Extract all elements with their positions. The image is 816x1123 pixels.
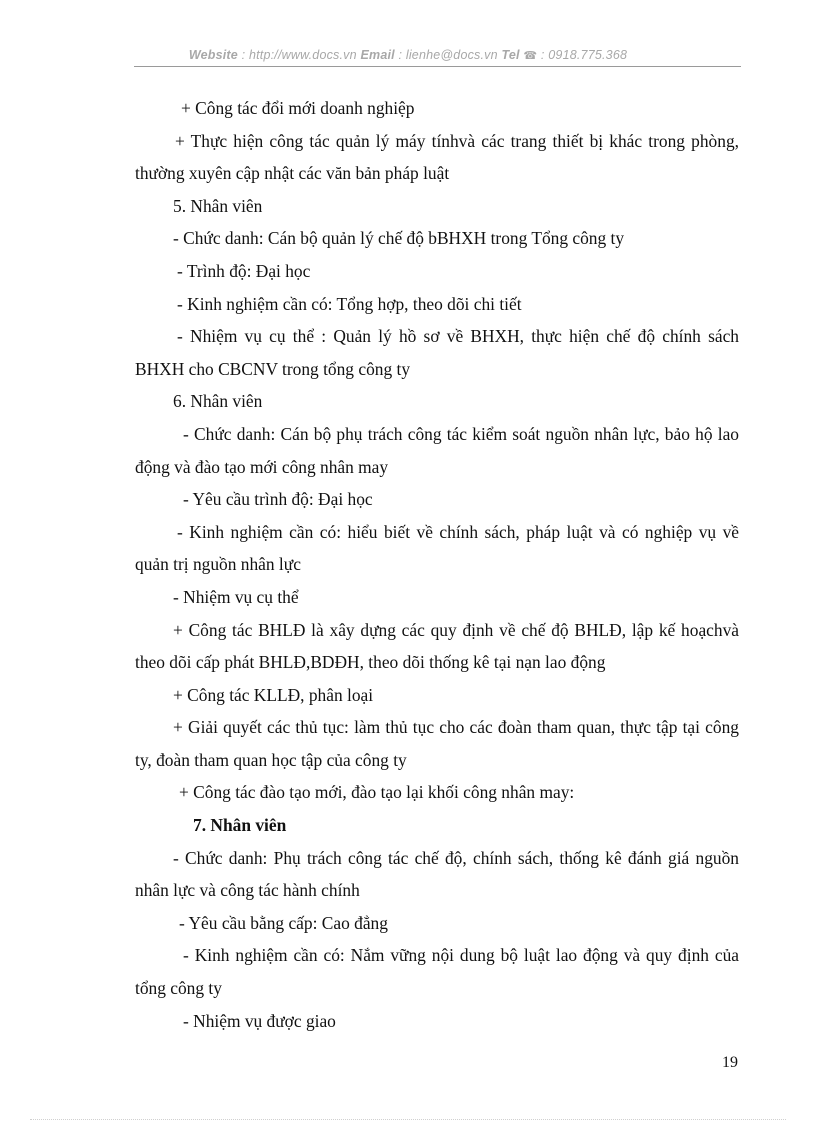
paragraph: - Yêu cầu trình độ: Đại học: [183, 489, 373, 510]
header-divider: [134, 66, 741, 67]
paragraph: - Chức danh: Phụ trách công tác chế độ, chính sách, thống kê đánh giá nguồn nhân lực và công tác hành chính: [135, 847, 739, 901]
paragraph: + Công tác KLLĐ, phân loại: [173, 684, 374, 705]
paragraph: 7. Nhân viên: [193, 815, 287, 836]
page-number: 19: [722, 1054, 738, 1071]
paragraph: + Công tác đào tạo mới, đào tạo lại khối công nhân may:: [179, 782, 575, 803]
website-label: Website: [188, 48, 238, 62]
paragraph: - Kinh nghiệm cần có: Tổng hợp, theo dõi chi tiết: [177, 293, 522, 314]
website-value: : http://www.docs.vn: [237, 48, 361, 62]
paragraph: + Công tác BHLĐ là xây dựng các quy định về chế độ BHLĐ, lập kế hoạchvà theo dõi cấp phát BHLĐ,BDĐH, theo dõi thống kê tại nạn lao động: [135, 619, 739, 673]
paragraph: + Công tác đổi mới doanh nghiệp: [181, 98, 415, 118]
paragraph: - Trình độ: Đại học: [177, 260, 311, 281]
tel-label: Tel: [501, 48, 520, 62]
paragraph: 6. Nhân viên: [173, 391, 263, 412]
paragraph: - Chức danh: Cán bộ phụ trách công tác kiểm soát nguồn nhân lực, bảo hộ lao động và đào tạo mới công nhân may: [135, 423, 739, 477]
paragraph: - Kinh nghiệm cần có: hiểu biết về chính sách, pháp luật và có nghiệp vụ về quản trị nguồn nhân lực: [135, 521, 739, 575]
paragraph: 5. Nhân viên: [173, 195, 263, 216]
paragraph: - Yêu cầu bằng cấp: Cao đẳng: [179, 912, 388, 933]
page-header: [0, 48, 816, 62]
paragraph: - Nhiệm vụ cụ thể : Quản lý hồ sơ về BHXH, thực hiện chế độ chính sách BHXH cho CBCNV trong tổng công ty: [135, 326, 739, 379]
paragraph: + Giải quyết các thủ tục: làm thủ tục cho các đoàn tham quan, thực tập tại công ty, đoàn tham quan học tập của công ty: [135, 717, 739, 770]
tel-value: : 0918.775.368: [537, 48, 628, 62]
paragraph: - Kinh nghiệm cần có: Nắm vững nội dung bộ luật lao động và quy định của tổng công ty: [135, 945, 739, 999]
paragraph: + Thực hiện công tác quản lý máy tínhvà các trang thiết bị khác trong phòng, thường xuyên cập nhật các văn bản pháp luật: [135, 130, 739, 184]
phone-icon: ☎: [523, 50, 538, 62]
page-bottom-border: [30, 1119, 786, 1120]
email-value: : lienhe@docs.vn: [394, 48, 502, 62]
document-body: [135, 92, 739, 1037]
paragraph: - Chức danh: Cán bộ quản lý chế độ bBHXH trong Tổng công ty: [173, 228, 625, 249]
paragraph: - Nhiệm vụ được giao: [183, 1010, 336, 1031]
email-label: Email: [360, 48, 395, 62]
paragraph: - Nhiệm vụ cụ thể: [173, 586, 299, 607]
